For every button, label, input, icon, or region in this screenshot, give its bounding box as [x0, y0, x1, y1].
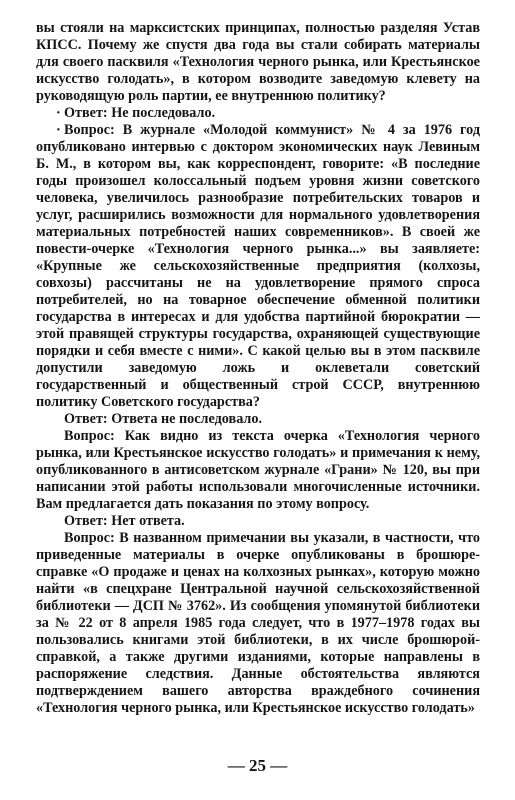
- question-paragraph: [36, 122, 480, 411]
- paragraph-text: Как видно из текста очерка «Технология черного рынка, или Крестьянское искусство голодать» и примечания к нему, опубликованного в антисоветском журнале «Грани» № 120, вы при написании этой работы использовали многочисленные источники. Вам предлагается дать показания по этому вопросу.: [36, 428, 480, 512]
- answer-paragraph: [36, 513, 480, 530]
- answer-label: Ответ:: [64, 105, 108, 121]
- paragraph-text: вы стояли на марксистских принципах, полностью разделяя Устав КПСС. Почему же спустя два года вы стали собирать материалы для своего пасквиля «Технология черного рынка, или Крестьянское искусство голодать», в котором возводите заведомую клевету на руководящую роль партии, ее внутреннюю политику?: [36, 20, 480, 104]
- page-number: — 25 —: [227, 756, 288, 775]
- question-label: Вопрос:: [64, 530, 115, 546]
- bullet-mark: ·: [56, 105, 61, 121]
- paragraph-text: Ответа не последовало.: [107, 411, 263, 427]
- paragraph-text: Не последовало.: [107, 105, 216, 121]
- paragraph-text: В журнале «Молодой коммунист» № 4 за 1976 год опубликовано интервью с доктором экономических наук Левиным Б. М., в котором вы, как корреспондент, говорите: «В последние годы произошел колоссальный подъем уровня жизни советского человека, увеличилось разнообразие потребительских товаров и услуг, расширились возможности для нормального удовлетворения материальных потребностей наших современников». В своей же повести-очерке «Технология черного рынка...» вы заявляете: «Крупные же сельскохозяйственные предприятия (колхозы, совхозы) рассчитаны не на удовлетворение прямого спроса потребителей, но на товарное обеспечение обменной политики государства в интересах и для удобства партийной бюрократии — этой правящей структуры государства, охраняющей существующие порядки и себя вместе с ними». С какой целью вы в этом пасквиле допустили заведомую ложь и оклеветали советский государственный и общественный строй СССР, внутреннюю политику Советского государства?: [36, 122, 480, 410]
- answer-label: Ответ:: [64, 411, 108, 427]
- paragraph-text: В названном примечании вы указали, в частности, что приведенные материалы в очерке опубликованы в брошюре-справке «О продаже и ценах на колхозных рынках», которую можно найти «в спецхране Центральной научной сельскохозяйственной библиотеки — ДСП № 3762». Из сообщения упомянутой библиотеки за № 22 от 8 апреля 1985 года следует, что в 1977–1978 годах вы пользовались книгами этой библиотеки, в их числе брошюрой-справкой, а также другими изданиями, которые направлены в распоряжение следствия. Данные обстоятельства являются подтверждением вашего авторства враждебного сочинения «Технология черного рынка, или Крестьянское искусство голодать»: [36, 530, 480, 716]
- question-paragraph: [36, 428, 480, 513]
- question-label: Вопрос:: [64, 122, 115, 138]
- answer-paragraph: [36, 411, 480, 428]
- bullet-mark: ·: [56, 122, 61, 138]
- question-label: Вопрос:: [64, 428, 115, 444]
- paragraph-text: Нет ответа.: [107, 513, 185, 529]
- page-body: [36, 20, 480, 717]
- answer-paragraph: [36, 105, 480, 122]
- paragraph-continuation: [36, 20, 480, 105]
- answer-label: Ответ:: [64, 513, 108, 529]
- question-paragraph: [36, 530, 480, 717]
